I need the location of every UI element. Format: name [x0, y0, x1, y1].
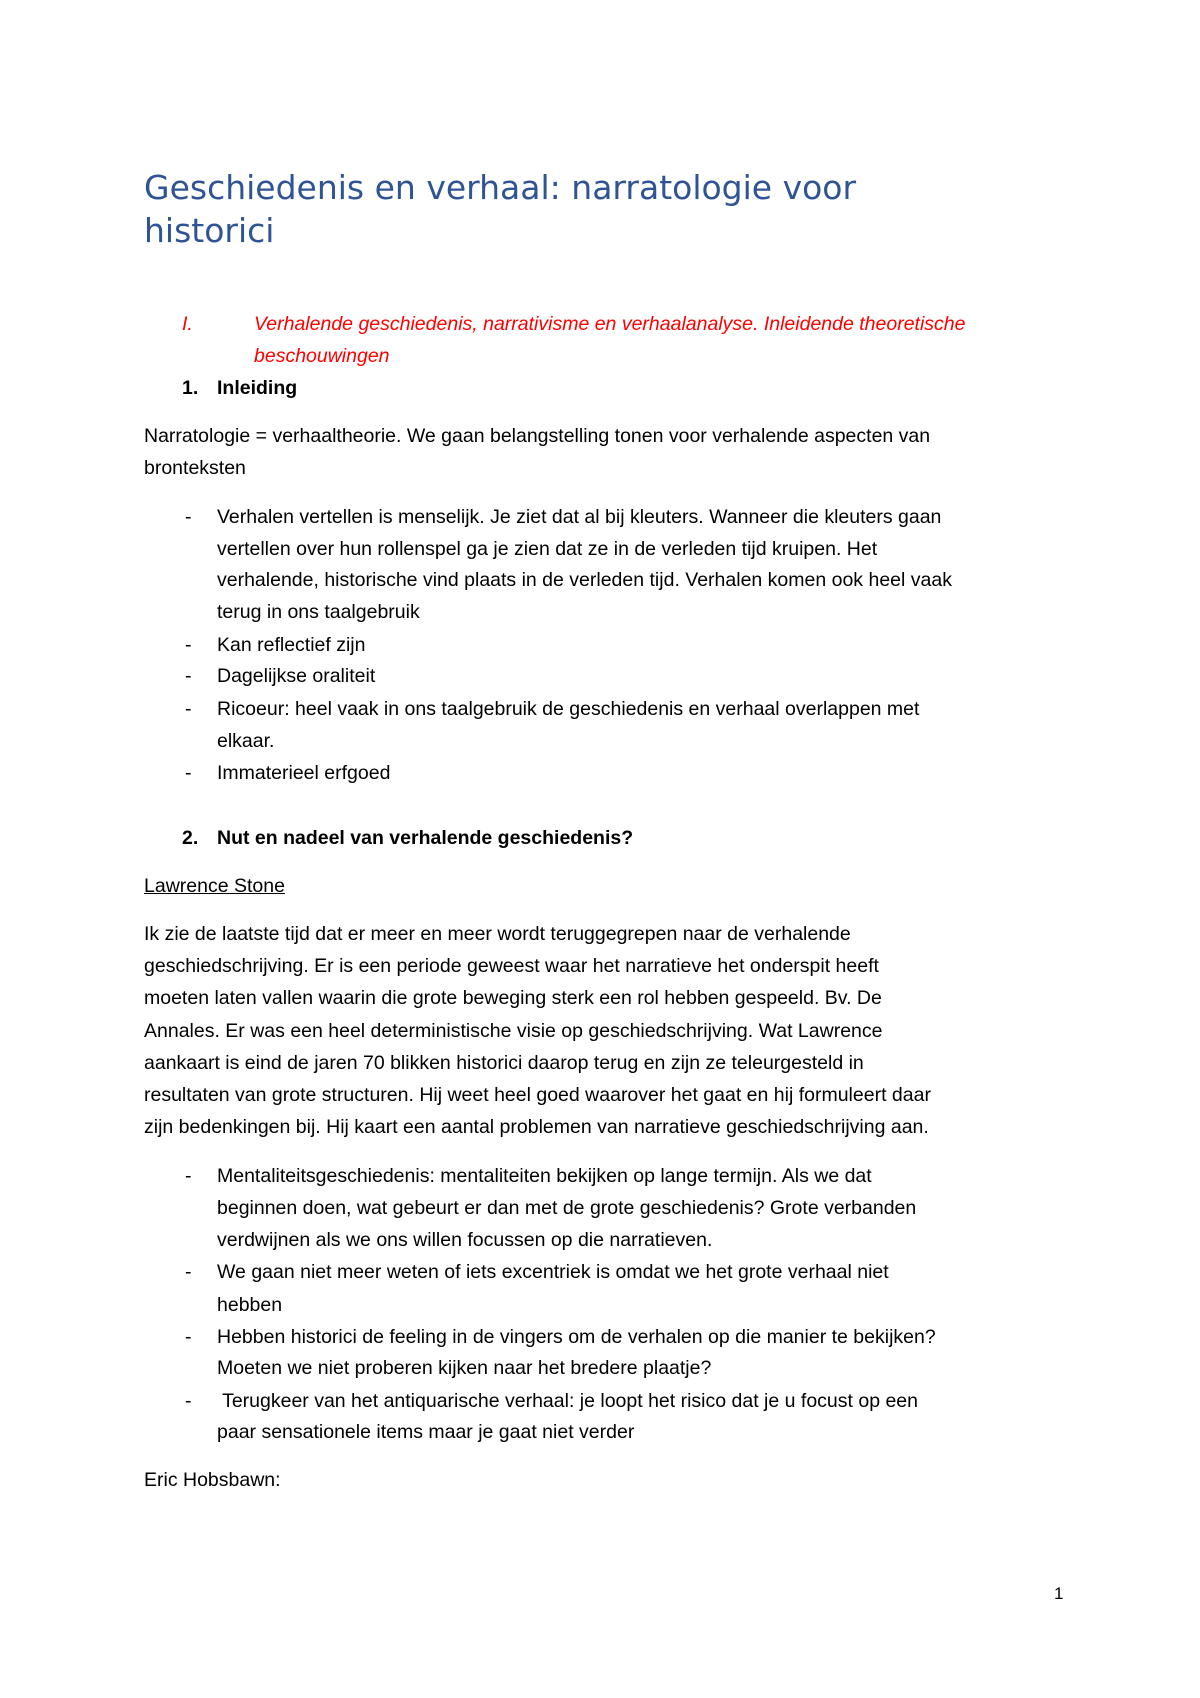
subsection-heading: Nut en nadeel van verhalende geschiedenis? — [217, 827, 634, 849]
bullet-text: Immaterieel erfgoed — [217, 762, 391, 784]
page-number: 1 — [1054, 1584, 1064, 1603]
section-heading: Verhalende geschiedenis, narrativisme en verhaalanalyse. Inleidende theoretische — [254, 313, 966, 335]
bullet-dash: - — [185, 1165, 192, 1187]
bullet-text: terug in ons taalgebruik — [217, 601, 420, 623]
subsection-number: 2. — [182, 827, 199, 849]
paragraph-line: resultaten van grote structuren. Hij weet heel goed waarover het gaat en hij formuleert daar — [144, 1084, 931, 1106]
paragraph-line: geschiedschrijving. Er is een periode geweest waar het narratieve het onderspit heeft — [144, 955, 879, 977]
section-heading-line-2: beschouwingen — [254, 345, 390, 367]
bullet-text: Mentaliteitsgeschiedenis: mentaliteiten bekijken op lange termijn. Als we dat — [217, 1165, 872, 1187]
paragraph-line: Narratologie = verhaaltheorie. We gaan belangstelling tonen voor verhalende aspecten van — [144, 425, 931, 447]
bullet-text: Dagelijkse oraliteit — [217, 665, 376, 687]
paragraph-line: zijn bedenkingen bij. Hij kaart een aantal problemen van narratieve geschiedschrijving aan. — [144, 1116, 929, 1138]
bullet-dash: - — [185, 1261, 192, 1283]
bullet-text: Hebben historici de feeling in de vingers om de verhalen op die manier te bekijken? — [217, 1326, 936, 1348]
bullet-text: elkaar. — [217, 730, 275, 752]
paragraph-line: Annales. Er was een heel deterministische visie op geschiedschrijving. Wat Lawrence — [144, 1020, 883, 1042]
paragraph-line: Ik zie de laatste tijd dat er meer en meer wordt teruggegrepen naar de verhalende — [144, 923, 851, 945]
bullet-text: vertellen over hun rollenspel ga je zien dat ze in de verleden tijd kruipen. Het — [217, 538, 878, 560]
bullet-text: verdwijnen als we ons willen focussen op die narratieven. — [217, 1229, 713, 1251]
bullet-dash: - — [185, 634, 192, 656]
document-title: Geschiedenis en verhaal: narratologie voor — [144, 168, 857, 207]
bullet-text: Verhalen vertellen is menselijk. Je ziet dat al bij kleuters. Wanneer die kleuters gaan — [217, 506, 942, 528]
bullet-text: Moeten we niet proberen kijken naar het bredere plaatje? — [217, 1357, 712, 1379]
bullet-text: hebben — [217, 1294, 283, 1316]
paragraph-line: moeten laten vallen waarin die grote beweging sterk een rol hebben gespeeld. Bv. De — [144, 987, 882, 1009]
bullet-text: Kan reflectief zijn — [217, 634, 366, 656]
bullet-text: We gaan niet meer weten of iets excentriek is omdat we het grote verhaal niet — [217, 1261, 889, 1283]
author-heading: Lawrence Stone — [144, 875, 285, 897]
bullet-dash: - — [185, 1326, 192, 1348]
paragraph-line: bronteksten — [144, 457, 246, 479]
paragraph-line: aankaart is eind de jaren 70 blikken historici daarop terug en zijn ze teleurgesteld in — [144, 1052, 864, 1074]
bullet-text: verhalende, historische vind plaats in de verleden tijd. Verhalen komen ook heel vaak — [217, 569, 952, 591]
document-title-line-2: historici — [144, 211, 275, 250]
bullet-dash: - — [185, 1390, 192, 1412]
bullet-dash: - — [185, 698, 192, 720]
bullet-text: paar sensationele items maar je gaat niet verder — [217, 1421, 635, 1443]
subsection-heading: Inleiding — [217, 377, 298, 399]
bullet-dash: - — [185, 665, 192, 687]
bullet-dash: - — [185, 506, 192, 528]
bullet-text: beginnen doen, wat gebeurt er dan met de grote geschiedenis? Grote verbanden — [217, 1197, 917, 1219]
bullet-dash: - — [185, 762, 192, 784]
author-heading: Eric Hobsbawn: — [144, 1469, 281, 1491]
section-number: I. — [182, 313, 193, 335]
bullet-text: Ricoeur: heel vaak in ons taalgebruik de geschiedenis en verhaal overlappen met — [217, 698, 920, 720]
bullet-text: Terugkeer van het antiquarische verhaal: je loopt het risico dat je u focust op een — [217, 1390, 918, 1412]
subsection-number: 1. — [182, 377, 199, 399]
